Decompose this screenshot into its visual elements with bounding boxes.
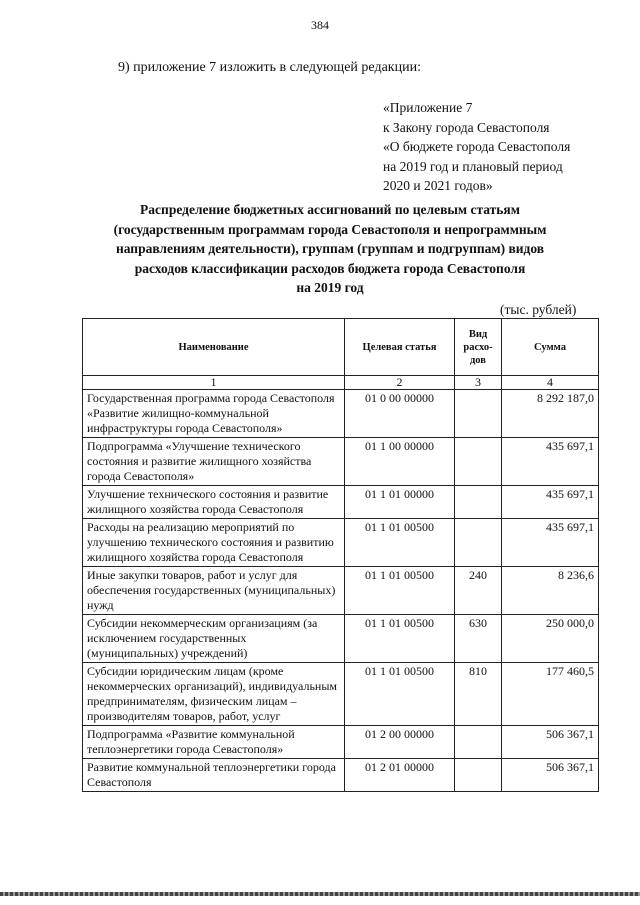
header-sum: Сумма bbox=[502, 319, 599, 376]
table-row bbox=[83, 663, 599, 726]
table-row bbox=[83, 519, 599, 567]
cell-sum: 8 236,6 bbox=[502, 567, 599, 615]
appendix-reference bbox=[383, 98, 570, 196]
column-number: 1 bbox=[83, 376, 345, 390]
cell-sum: 250 000,0 bbox=[502, 615, 599, 663]
cell-name: Развитие коммунальной теплоэнергетики города Севастополя bbox=[83, 759, 345, 792]
title-line: Распределение бюджетных ассигнований по целевым статьям bbox=[140, 202, 520, 217]
cell-code: 01 2 01 00000 bbox=[345, 759, 455, 792]
header-code: Целевая статья bbox=[345, 319, 455, 376]
column-number: 4 bbox=[502, 376, 599, 390]
appendix-line: «Приложение 7 bbox=[383, 100, 473, 115]
table-row bbox=[83, 615, 599, 663]
appendix-line: 2020 и 2021 годов» bbox=[383, 178, 493, 193]
cell-name: Иные закупки товаров, работ и услуг для обеспечения государственных (муниципальных) нужд bbox=[83, 567, 345, 615]
table-row bbox=[83, 567, 599, 615]
table-row bbox=[83, 438, 599, 486]
header-kind: Вид расхо-дов bbox=[455, 319, 502, 376]
cell-sum: 506 367,1 bbox=[502, 759, 599, 792]
cell-kind bbox=[455, 726, 502, 759]
cell-code: 01 1 01 00500 bbox=[345, 567, 455, 615]
table-row bbox=[83, 726, 599, 759]
appendix-line: «О бюджете города Севастополя bbox=[383, 139, 571, 154]
cell-name: Подпрограмма «Улучшение технического состояния и развитие жилищного хозяйства города Севастополя» bbox=[83, 438, 345, 486]
units-label: (тыс. рублей) bbox=[500, 302, 577, 317]
cell-code: 01 1 01 00000 bbox=[345, 486, 455, 519]
cell-name: Субсидии юридическим лицам (кроме некоммерческих организаций), индивидуальным предпринимателям, физическим лицам – производителям товаров, работ, услуг bbox=[83, 663, 345, 726]
scan-edge bbox=[0, 892, 640, 896]
cell-name: Субсидии некоммерческим организациям (за исключением государственных (муниципальных) учреждений) bbox=[83, 615, 345, 663]
cell-sum: 177 460,5 bbox=[502, 663, 599, 726]
cell-kind: 810 bbox=[455, 663, 502, 726]
table-header-row bbox=[83, 319, 599, 376]
cell-code: 01 1 01 00500 bbox=[345, 615, 455, 663]
cell-kind bbox=[455, 438, 502, 486]
cell-code: 01 2 00 00000 bbox=[345, 726, 455, 759]
instruction-text: 9) приложение 7 изложить в следующей редакции: bbox=[118, 60, 421, 75]
document-title bbox=[90, 200, 570, 298]
cell-sum: 506 367,1 bbox=[502, 726, 599, 759]
column-number-row bbox=[83, 376, 599, 390]
cell-code: 01 0 00 00000 bbox=[345, 390, 455, 438]
table-row bbox=[83, 759, 599, 792]
budget-table bbox=[82, 318, 599, 792]
table-row bbox=[83, 390, 599, 438]
cell-sum: 435 697,1 bbox=[502, 519, 599, 567]
appendix-line: на 2019 год и плановый период bbox=[383, 158, 563, 174]
table-row bbox=[83, 486, 599, 519]
cell-kind bbox=[455, 390, 502, 438]
cell-name: Улучшение технического состояния и развитие жилищного хозяйства города Севастополя bbox=[83, 486, 345, 519]
cell-kind bbox=[455, 519, 502, 567]
title-line: на 2019 год bbox=[296, 280, 364, 295]
cell-kind: 630 bbox=[455, 615, 502, 663]
cell-code: 01 1 01 00500 bbox=[345, 663, 455, 726]
title-line: направлениям деятельности), группам (группам и подгруппам) видов bbox=[115, 241, 545, 256]
title-line: (государственным программам города Севастополя и непрограммным bbox=[113, 221, 547, 237]
cell-code: 01 1 01 00500 bbox=[345, 519, 455, 567]
column-number: 3 bbox=[455, 376, 502, 390]
cell-kind bbox=[455, 486, 502, 519]
cell-name: Подпрограмма «Развитие коммунальной теплоэнергетики города Севастополя» bbox=[83, 726, 345, 759]
title-line: расходов классификации расходов бюджета города Севастополя bbox=[134, 260, 526, 276]
column-number: 2 bbox=[345, 376, 455, 390]
cell-sum: 435 697,1 bbox=[502, 486, 599, 519]
header-name: Наименование bbox=[83, 319, 345, 376]
cell-kind bbox=[455, 759, 502, 792]
appendix-line: к Закону города Севастополя bbox=[383, 119, 550, 135]
cell-sum: 435 697,1 bbox=[502, 438, 599, 486]
cell-kind: 240 bbox=[455, 567, 502, 615]
page-number: 384 bbox=[311, 18, 329, 32]
cell-name: Государственная программа города Севастополя «Развитие жилищно-коммунальной инфраструктуры города Севастополя» bbox=[83, 390, 345, 438]
cell-code: 01 1 00 00000 bbox=[345, 438, 455, 486]
cell-name: Расходы на реализацию мероприятий по улучшению технического состояния и развитию жилищного хозяйства города Севастополя bbox=[83, 519, 345, 567]
cell-sum: 8 292 187,0 bbox=[502, 390, 599, 438]
